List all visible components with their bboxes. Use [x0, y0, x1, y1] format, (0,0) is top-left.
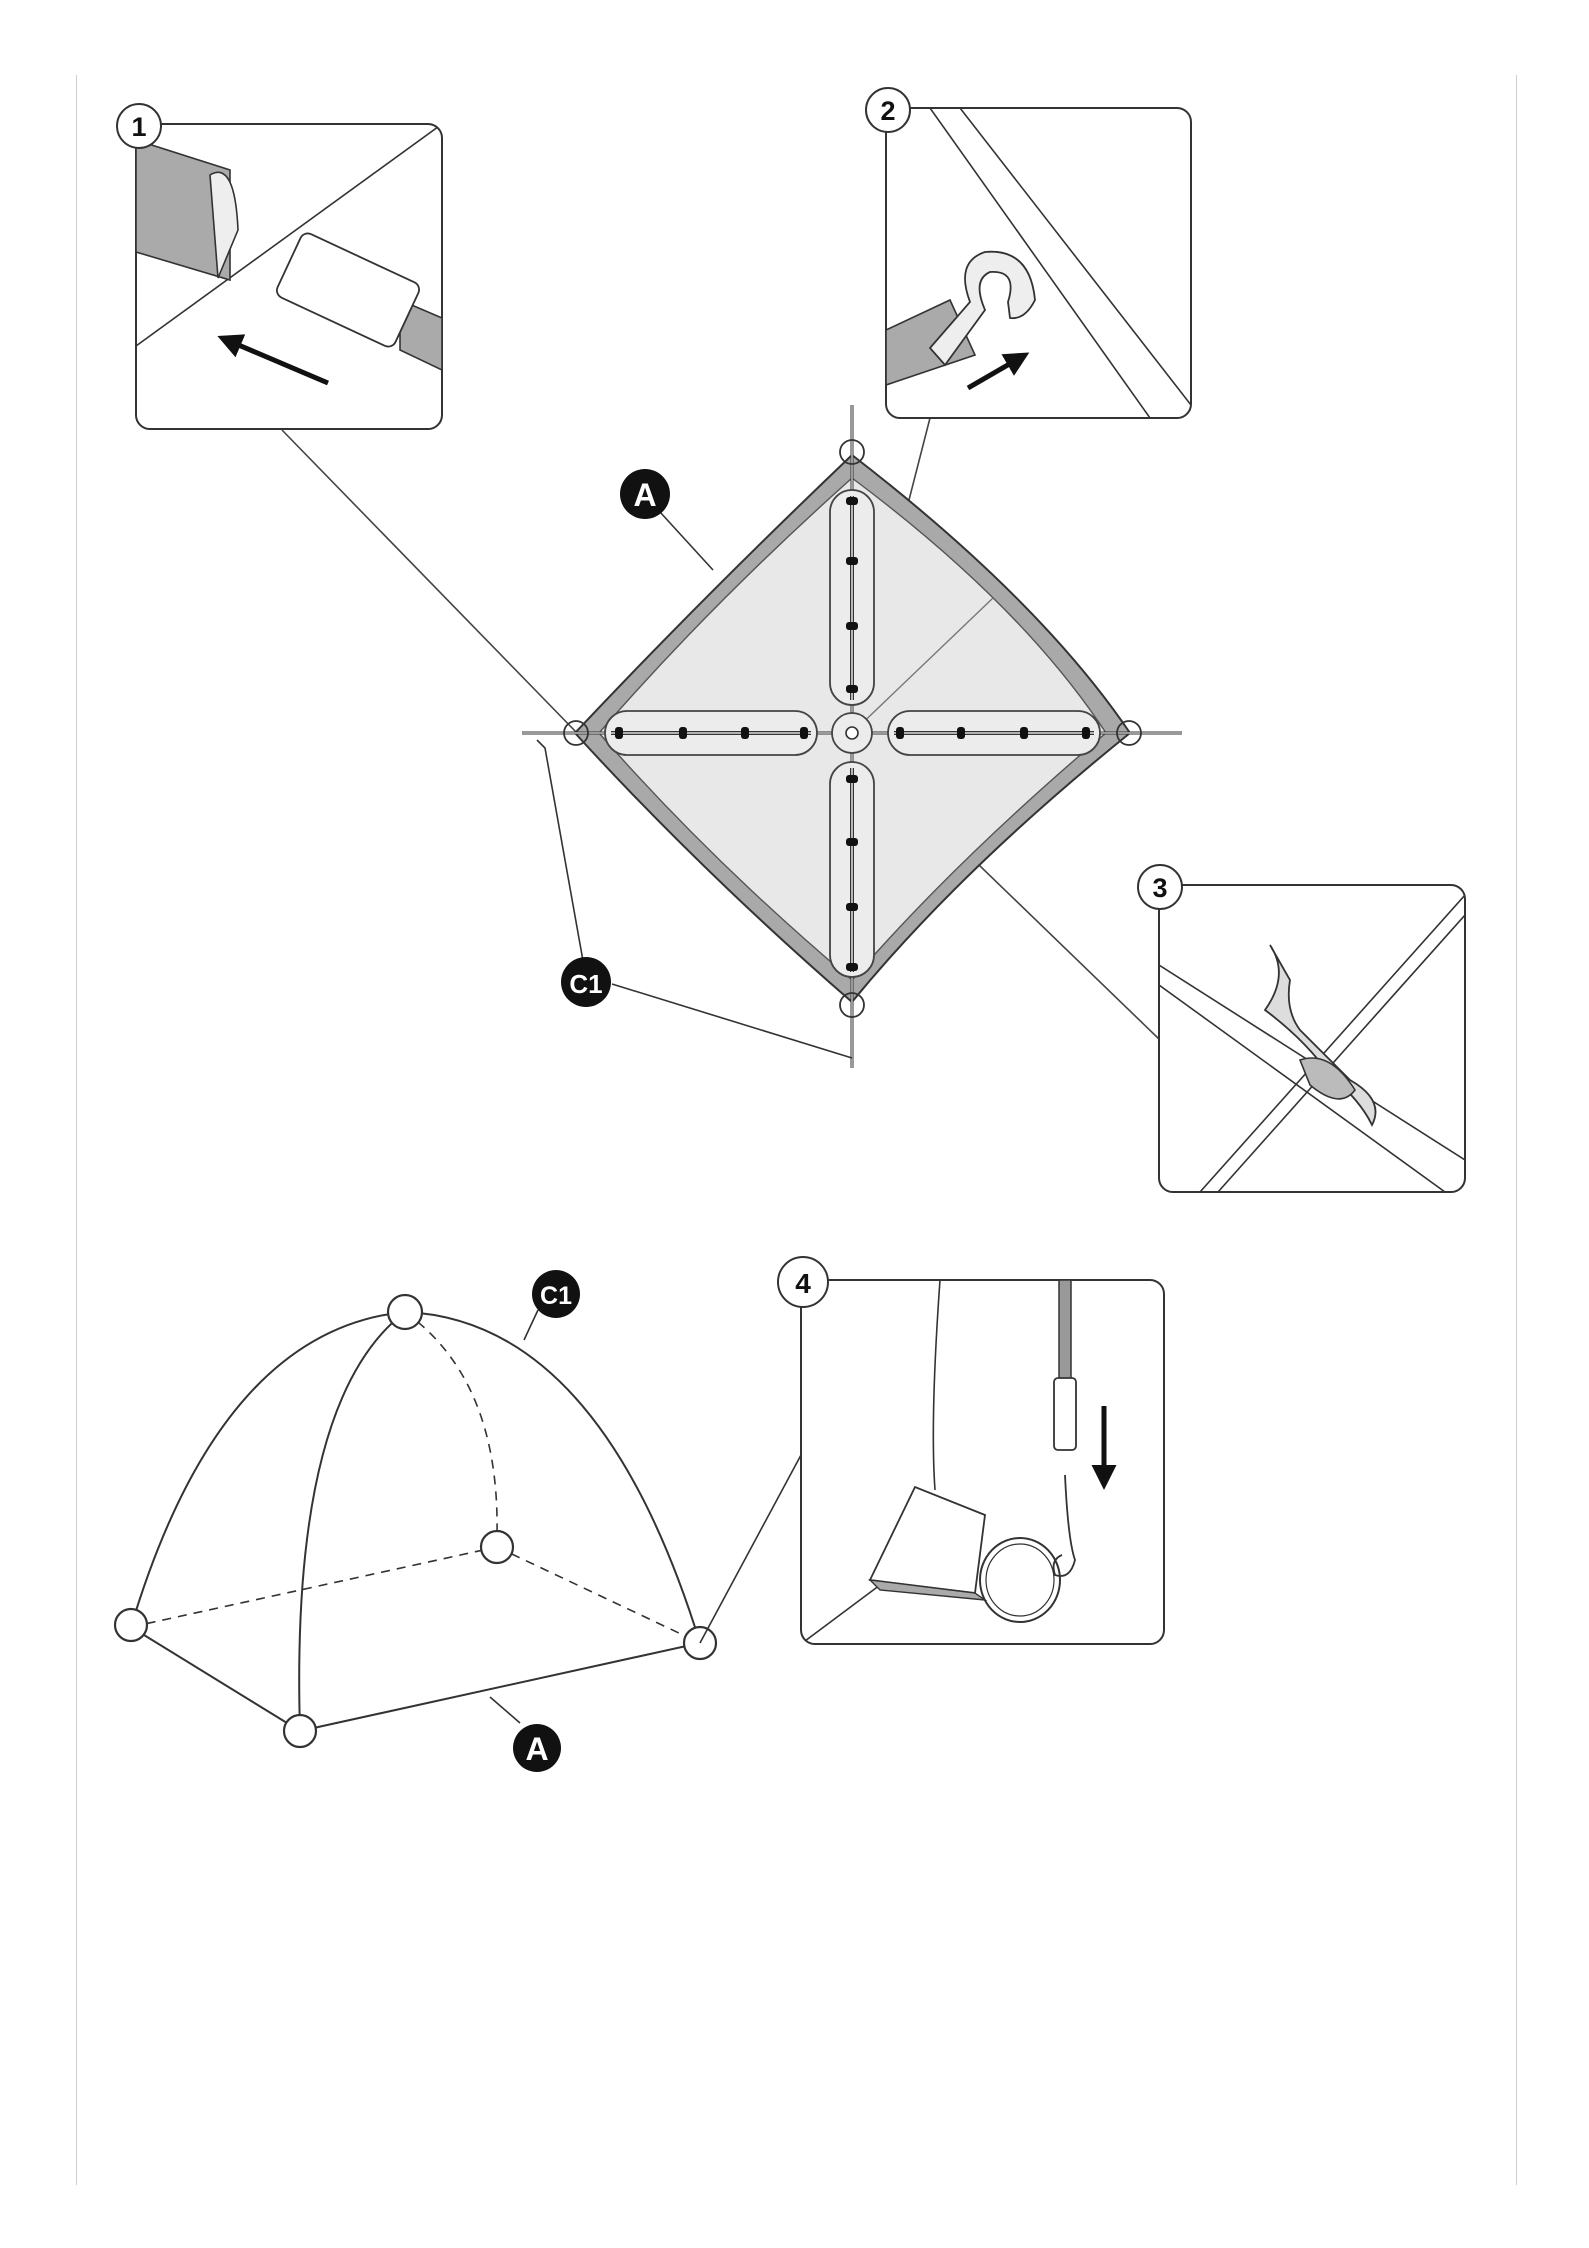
leader-line-a-top	[660, 512, 713, 570]
dome-arch-front	[299, 1312, 405, 1731]
leader-line-step4	[700, 1455, 801, 1643]
svg-text:A: A	[633, 477, 657, 513]
leader-line-c1-right	[612, 984, 852, 1058]
step2-inset	[866, 88, 1191, 418]
svg-text:C1: C1	[569, 969, 603, 999]
svg-text:3: 3	[1152, 873, 1168, 903]
svg-text:2: 2	[880, 96, 896, 126]
flat-tent-diagram	[282, 405, 1182, 1068]
step4-inset	[778, 1257, 1164, 1644]
step1-inset	[117, 104, 442, 429]
svg-text:C1: C1	[540, 1282, 572, 1310]
part-badge-c1-top	[561, 957, 611, 1007]
part-badge-a-top	[620, 469, 670, 519]
svg-text:1: 1	[131, 112, 147, 142]
part-badge-c1-bottom	[532, 1270, 580, 1318]
leader-line-step1	[282, 430, 577, 733]
dome-arch-c1	[131, 1312, 700, 1643]
center-hub	[846, 727, 858, 739]
step3-inset	[1138, 865, 1465, 1192]
svg-text:4: 4	[795, 1268, 811, 1299]
svg-text:A: A	[525, 1731, 549, 1767]
part-badge-a-bottom	[513, 1724, 561, 1772]
dome-tent-diagram	[115, 1270, 801, 1772]
